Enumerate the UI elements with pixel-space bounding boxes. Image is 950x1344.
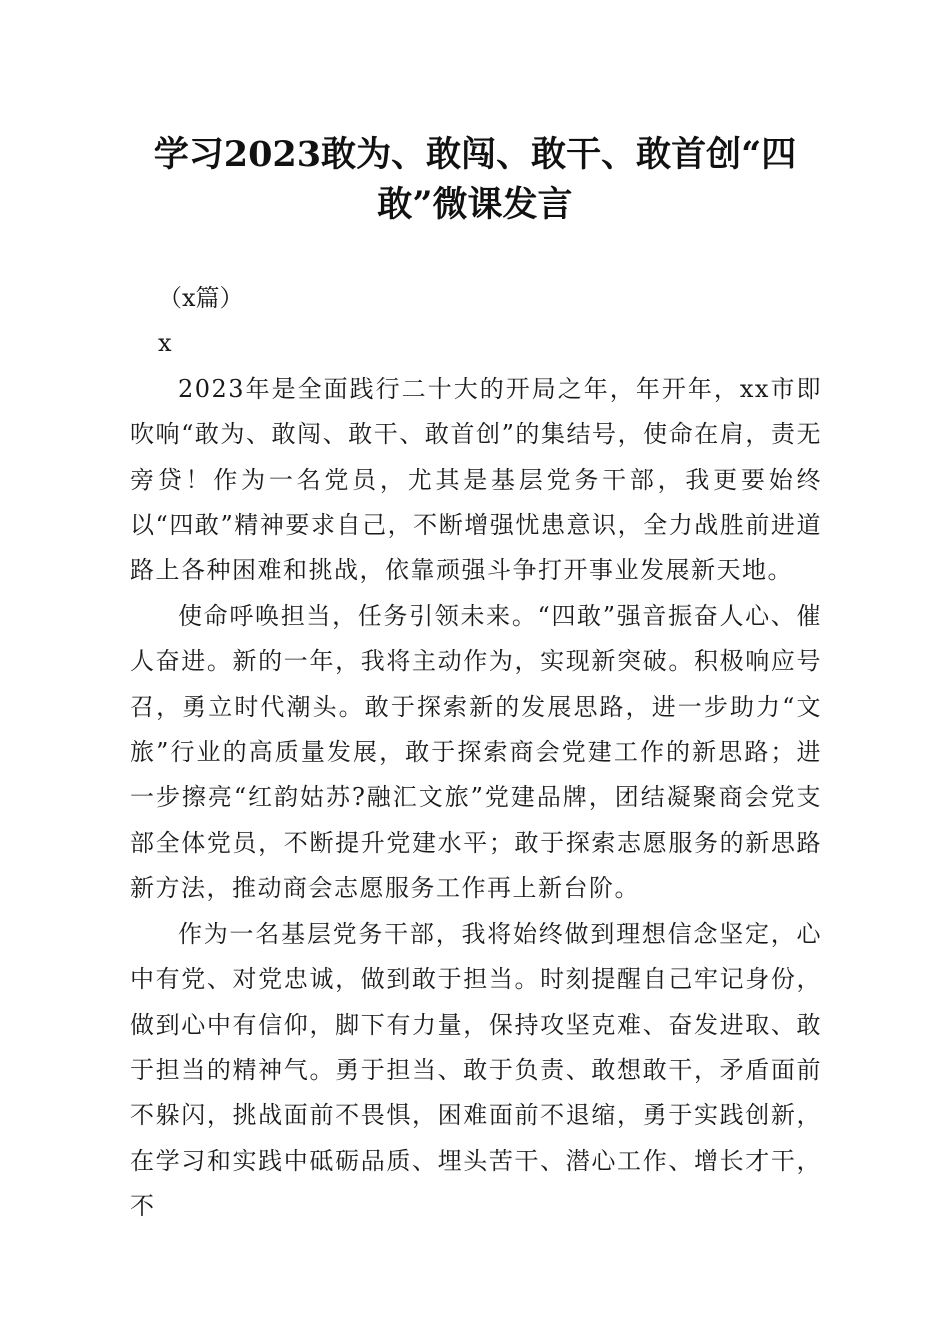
paragraph-1: 2023年是全面践行二十大的开局之年，年开年，xx市即吹响“敢为、敢闯、敢干、敢首创”的集结号，使命在肩，责无旁贷！作为一名党员，尤其是基层党务干部，我更要始终以“四敢”精神要求自己，不断增强忧患意识，全力战胜前进道路上各种困难和挑战，依靠顽强斗争打开事业发展新天地。 bbox=[130, 374, 822, 585]
subtitle: （x篇） bbox=[158, 284, 244, 312]
paragraph-3: 作为一名基层党务干部，我将始终做到理想信念坚定，心中有党、对党忠诚，做到敢于担当。时刻提醒自己牢记身份，做到心中有信仰，脚下有力量，保持攻坚克难、奋发进取、敢于担当的精神气。勇于担当、敢于负责、敢想敢干，矛盾面前不躲闪，挑战面前不畏惧，困难面前不退缩，勇于实践创新，在学习和实践中砥砺品质、埋头苦干、潜心工作、增长才干，不 bbox=[130, 919, 822, 1221]
title-line-2: 敢”微课发言 bbox=[377, 184, 573, 225]
section-marker: x bbox=[158, 329, 172, 358]
document-title bbox=[130, 130, 820, 230]
title-line-1: 学习2023敢为、敢闯、敢干、敢首创“四 bbox=[153, 134, 797, 175]
paragraph-2: 使命呼唤担当，任务引领未来。“四敢”强音振奋人心、催人奋进。新的一年，我将主动作为，实现新突破。积极响应号召，勇立时代潮头。敢于探索新的发展思路，进一步助力“文旅”行业的高质量发展，敢于探索商会党建工作的新思路；进一步擦亮“红韵姑苏?融汇文旅”党建品牌，团结凝聚商会党支部全体党员，不断提升党建水平；敢于探索志愿服务的新思路新方法，推动商会志愿服务工作再上新台阶。 bbox=[130, 601, 822, 903]
document-body bbox=[130, 276, 822, 1230]
